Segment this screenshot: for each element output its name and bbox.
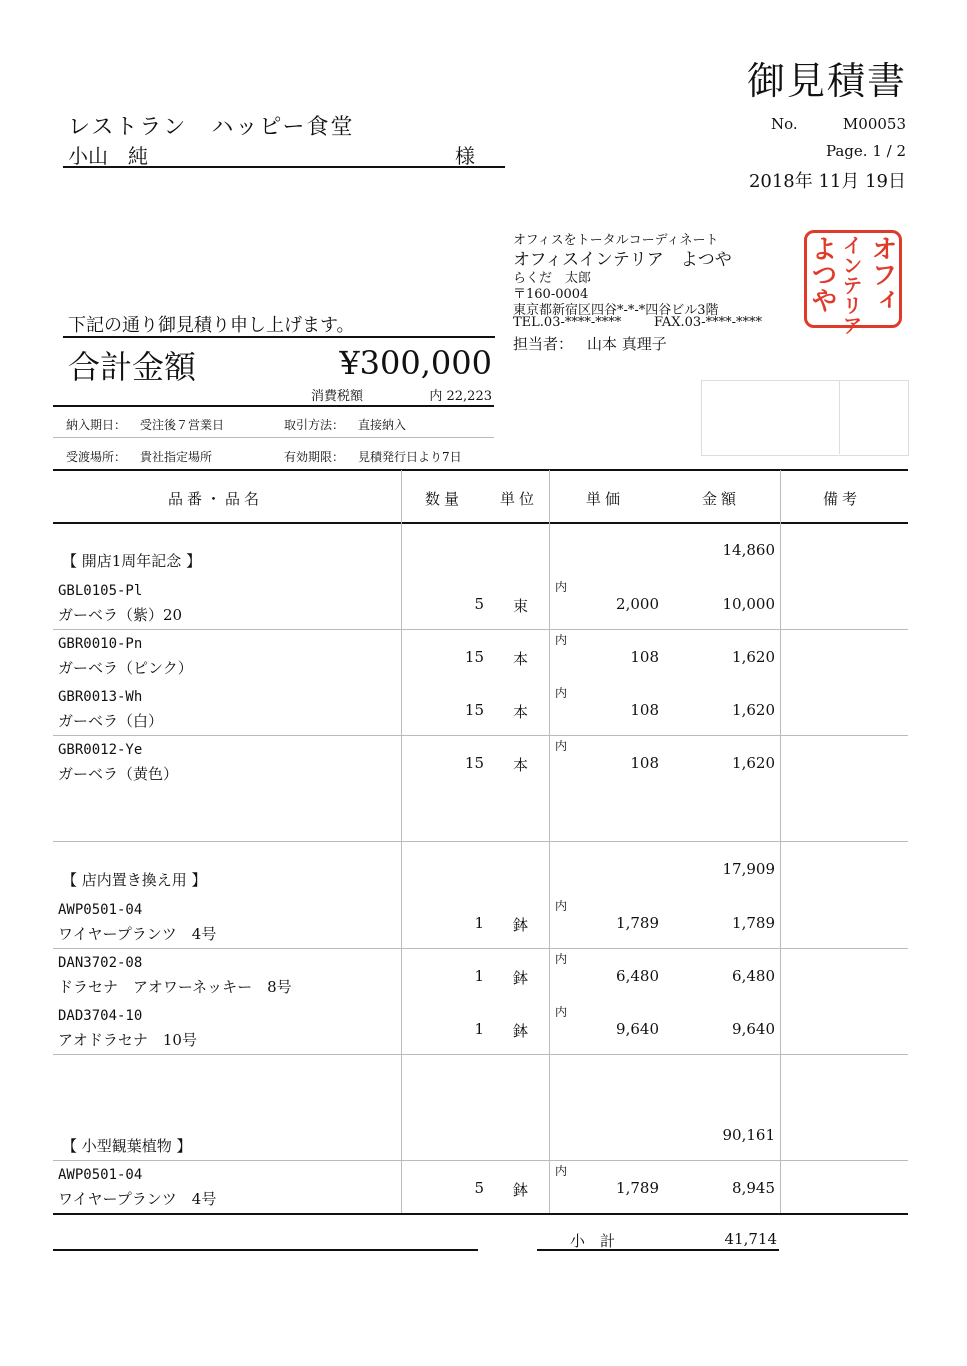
item-unit: 鉢 (513, 1022, 529, 1040)
tax-included-mark: 内 (555, 580, 568, 594)
group-divider (53, 841, 908, 842)
item-qty: 5 (474, 1179, 484, 1197)
tax-included-mark: 内 (555, 899, 568, 913)
item-qty: 1 (474, 967, 484, 985)
item-code: GBL0105-Pl (58, 583, 143, 599)
document-title: 御見積書 (746, 59, 907, 103)
delivery-value: 受注後７営業日 (140, 418, 225, 432)
customer-honorific: 様 (455, 144, 475, 168)
tax-included-mark: 内 (555, 686, 568, 700)
item-code: AWP0501-04 (58, 902, 143, 918)
item-qty: 1 (474, 914, 484, 932)
item-price: 108 (630, 701, 659, 719)
company-fax: FAX.03-****-**** (654, 315, 762, 330)
row-divider (53, 948, 908, 949)
item-name: アオドラセナ 10号 (58, 1031, 197, 1049)
header-unit: 単位 (500, 490, 539, 508)
group-total: 17,909 (722, 860, 775, 878)
item-amount: 6,480 (732, 967, 775, 985)
item-price: 6,480 (616, 967, 659, 985)
method-value: 直接納入 (358, 418, 407, 432)
item-name: ガーベラ（ピンク） (58, 659, 193, 677)
issue-date: 2018年 11月 19日 (748, 171, 906, 192)
header-note: 備考 (823, 490, 862, 508)
staff-label: 担当者： (513, 335, 574, 353)
group-divider (53, 1054, 908, 1055)
table-bottom-border (53, 1213, 908, 1215)
customer-underline (63, 166, 505, 168)
subtotal-underline (537, 1249, 779, 1251)
company-tel: TEL.03-****-**** (513, 315, 622, 330)
item-amount: 10,000 (722, 595, 775, 613)
item-unit: 鉢 (513, 916, 529, 934)
header-amount: 金額 (702, 490, 741, 508)
subtotal-value: 41,714 (724, 1230, 777, 1248)
item-code: DAD3704-10 (58, 1008, 143, 1024)
company-zip: 〒160-0004 (513, 287, 589, 302)
item-unit: 鉢 (513, 1181, 529, 1199)
item-code: GBR0010-Pn (58, 636, 143, 652)
item-name: ワイヤープランツ 4号 (58, 925, 217, 943)
item-amount: 8,945 (732, 1179, 775, 1197)
header-item: 品番・品名 (168, 490, 264, 508)
intro-underline (63, 336, 495, 338)
item-unit: 本 (513, 650, 529, 668)
item-qty: 15 (464, 754, 484, 772)
header-price: 単価 (586, 490, 625, 508)
intro-text: 下記の通り御見積り申し上げます。 (68, 315, 355, 336)
place-value: 貴社指定場所 (140, 450, 213, 464)
item-unit: 本 (513, 756, 529, 774)
staff-name: 山本 真理子 (587, 335, 667, 353)
item-qty: 5 (474, 595, 484, 613)
company-name: オフィスインテリア よつや (513, 250, 732, 270)
row-divider (53, 735, 908, 736)
item-qty: 15 (464, 648, 484, 666)
company-rep: らくだ 太郎 (513, 271, 592, 286)
item-unit: 束 (513, 597, 529, 615)
item-amount: 9,640 (732, 1020, 775, 1038)
company-seal: オフィ インテリア よつや (804, 230, 902, 328)
tax-label: 消費税額 (311, 389, 364, 404)
item-unit: 本 (513, 703, 529, 721)
row-divider (53, 629, 908, 630)
item-unit: 鉢 (513, 969, 529, 987)
approval-box (701, 380, 909, 456)
doc-no: M00053 (842, 115, 906, 133)
subtotal-label: 小 計 (570, 1232, 616, 1250)
company-address: 東京都新宿区四谷*-*-*四谷ビル3階 (513, 303, 719, 318)
item-price: 1,789 (616, 914, 659, 932)
tax-value: 内 22,223 (429, 389, 492, 404)
item-amount: 1,620 (732, 648, 775, 666)
tax-included-mark: 内 (555, 739, 568, 753)
item-code: GBR0013-Wh (58, 689, 143, 705)
item-code: GBR0012-Ye (58, 742, 143, 758)
header-qty: 数量 (425, 490, 464, 508)
item-qty: 1 (474, 1020, 484, 1038)
group-title: 【 小型観葉植物 】 (62, 1137, 192, 1155)
item-price: 2,000 (616, 595, 659, 613)
company-tagline: オフィスをトータルコーディネート (513, 233, 719, 248)
item-amount: 1,789 (732, 914, 775, 932)
total-label: 合計金額 (68, 348, 197, 386)
item-amount: 1,620 (732, 754, 775, 772)
validity-value: 見積発行日より7日 (358, 450, 462, 464)
tax-included-mark: 内 (555, 952, 568, 966)
footer-left-line (53, 1249, 478, 1251)
item-price: 1,789 (616, 1179, 659, 1197)
item-price: 108 (630, 754, 659, 772)
validity-label: 有効期限： (284, 450, 345, 464)
tax-included-mark: 内 (555, 633, 568, 647)
group-title: 【 店内置き換え用 】 (62, 871, 207, 889)
item-name: ガーベラ（紫）20 (58, 606, 183, 624)
total-amount: ¥300,000 (339, 344, 492, 382)
tax-included-mark: 内 (555, 1164, 568, 1178)
item-price: 9,640 (616, 1020, 659, 1038)
terms-divider (53, 437, 494, 438)
item-name: ドラセナ アオワーネッキー 8号 (58, 978, 292, 996)
item-code: DAN3702-08 (58, 955, 143, 971)
item-qty: 15 (464, 701, 484, 719)
item-amount: 1,620 (732, 701, 775, 719)
customer-company: レストラン ハッピー食堂 (68, 115, 355, 140)
delivery-label: 納入期日： (66, 418, 127, 432)
row-divider (53, 1160, 908, 1161)
item-price: 108 (630, 648, 659, 666)
method-label: 取引方法： (284, 418, 345, 432)
place-label: 受渡場所： (66, 450, 127, 464)
approval-box-divider (839, 380, 840, 454)
customer-person: 小山 純 (68, 144, 148, 168)
group-total: 90,161 (722, 1126, 775, 1144)
item-name: ワイヤープランツ 4号 (58, 1190, 217, 1208)
group-total: 14,860 (722, 541, 775, 559)
page-number: Page. 1 / 2 (825, 142, 906, 160)
tax-included-mark: 内 (555, 1005, 568, 1019)
item-name: ガーベラ（白） (58, 712, 164, 730)
item-code: AWP0501-04 (58, 1167, 143, 1183)
group-title: 【 開店1周年記念 】 (62, 552, 202, 570)
doc-no-label: No. (771, 115, 798, 133)
item-name: ガーベラ（黄色） (58, 765, 179, 783)
total-underline (53, 405, 494, 407)
